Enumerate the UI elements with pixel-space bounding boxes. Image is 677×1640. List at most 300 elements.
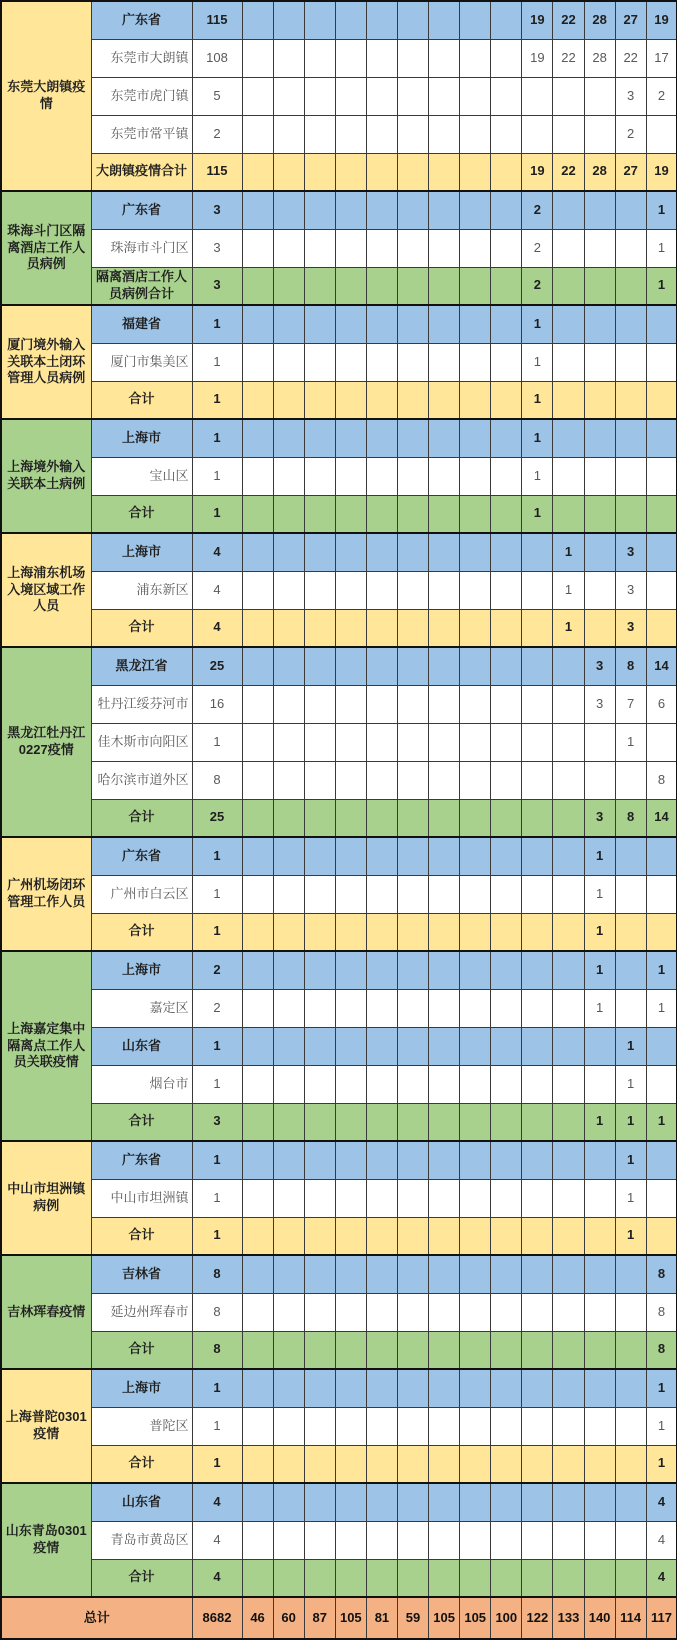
value-cell bbox=[553, 77, 584, 115]
value-cell bbox=[397, 1217, 428, 1255]
value-cell bbox=[429, 1521, 460, 1559]
value-cell bbox=[429, 457, 460, 495]
value-cell bbox=[584, 1141, 615, 1179]
value-cell bbox=[304, 39, 335, 77]
value-cell bbox=[584, 533, 615, 571]
value-cell bbox=[429, 951, 460, 989]
value-cell bbox=[553, 1521, 584, 1559]
value-cell: 8 bbox=[646, 761, 677, 799]
value-cell: 1 bbox=[646, 1103, 677, 1141]
value-cell bbox=[615, 419, 646, 457]
value-cell bbox=[242, 1103, 273, 1141]
value-cell bbox=[242, 457, 273, 495]
value-cell bbox=[429, 761, 460, 799]
value-cell: 3 bbox=[615, 609, 646, 647]
value-cell bbox=[584, 191, 615, 229]
value-cell bbox=[615, 1369, 646, 1407]
value-cell bbox=[553, 723, 584, 761]
value-cell: 6 bbox=[646, 685, 677, 723]
value-cell bbox=[429, 1141, 460, 1179]
table-row bbox=[1, 685, 677, 723]
value-cell bbox=[335, 533, 366, 571]
table-row bbox=[1, 1331, 677, 1369]
value-cell bbox=[460, 1, 491, 39]
value-cell bbox=[335, 153, 366, 191]
value-cell bbox=[304, 1331, 335, 1369]
value-cell bbox=[273, 647, 304, 685]
table-row bbox=[1, 115, 677, 153]
value-cell bbox=[273, 1065, 304, 1103]
value-cell bbox=[397, 153, 428, 191]
value-cell bbox=[273, 495, 304, 533]
value-cell bbox=[522, 1407, 553, 1445]
region-cell: 牡丹江绥芬河市 bbox=[91, 685, 192, 723]
value-cell: 4 bbox=[646, 1559, 677, 1597]
value-cell bbox=[429, 837, 460, 875]
value-cell bbox=[242, 381, 273, 419]
value-cell bbox=[335, 1065, 366, 1103]
value-cell bbox=[242, 1293, 273, 1331]
value-cell bbox=[366, 533, 397, 571]
value-cell bbox=[553, 799, 584, 837]
total-cell: 1 bbox=[192, 1217, 242, 1255]
value-cell bbox=[491, 39, 522, 77]
value-cell bbox=[646, 305, 677, 343]
value-cell bbox=[522, 115, 553, 153]
value-cell bbox=[304, 571, 335, 609]
value-cell bbox=[335, 495, 366, 533]
value-cell: 7 bbox=[615, 685, 646, 723]
region-cell: 合计 bbox=[91, 381, 192, 419]
value-cell bbox=[335, 761, 366, 799]
value-cell bbox=[460, 1559, 491, 1597]
grand-total-value-cell: 100 bbox=[491, 1597, 522, 1639]
value-cell bbox=[335, 1483, 366, 1521]
total-cell: 1 bbox=[192, 1065, 242, 1103]
total-cell: 2 bbox=[192, 989, 242, 1027]
region-cell: 广东省 bbox=[91, 1141, 192, 1179]
value-cell bbox=[335, 571, 366, 609]
region-cell: 东莞市虎门镇 bbox=[91, 77, 192, 115]
table-row bbox=[1, 571, 677, 609]
value-cell bbox=[335, 1255, 366, 1293]
value-cell bbox=[335, 229, 366, 267]
value-cell: 3 bbox=[615, 533, 646, 571]
value-cell bbox=[366, 1407, 397, 1445]
value-cell bbox=[397, 571, 428, 609]
value-cell bbox=[584, 1255, 615, 1293]
value-cell bbox=[242, 1483, 273, 1521]
value-cell bbox=[304, 913, 335, 951]
value-cell bbox=[335, 1331, 366, 1369]
value-cell bbox=[522, 723, 553, 761]
value-cell bbox=[273, 1027, 304, 1065]
value-cell bbox=[397, 495, 428, 533]
value-cell: 1 bbox=[615, 1179, 646, 1217]
value-cell bbox=[522, 571, 553, 609]
region-cell: 山东省 bbox=[91, 1483, 192, 1521]
value-cell bbox=[273, 381, 304, 419]
region-cell: 合计 bbox=[91, 799, 192, 837]
total-cell: 1 bbox=[192, 1141, 242, 1179]
value-cell bbox=[273, 457, 304, 495]
value-cell bbox=[304, 989, 335, 1027]
value-cell bbox=[491, 1445, 522, 1483]
grand-total-value-cell: 46 bbox=[242, 1597, 273, 1639]
value-cell bbox=[584, 267, 615, 305]
value-cell bbox=[553, 191, 584, 229]
total-cell: 3 bbox=[192, 1103, 242, 1141]
value-cell bbox=[460, 1483, 491, 1521]
value-cell bbox=[335, 951, 366, 989]
table-row bbox=[1, 153, 677, 191]
total-cell: 1 bbox=[192, 1179, 242, 1217]
value-cell: 1 bbox=[584, 837, 615, 875]
region-cell: 烟台市 bbox=[91, 1065, 192, 1103]
value-cell bbox=[366, 875, 397, 913]
value-cell bbox=[429, 533, 460, 571]
value-cell bbox=[615, 1407, 646, 1445]
value-cell bbox=[335, 1369, 366, 1407]
value-cell bbox=[615, 1559, 646, 1597]
value-cell bbox=[366, 1179, 397, 1217]
value-cell bbox=[366, 267, 397, 305]
value-cell bbox=[397, 1331, 428, 1369]
value-cell bbox=[335, 343, 366, 381]
value-cell bbox=[242, 153, 273, 191]
region-cell: 合计 bbox=[91, 495, 192, 533]
value-cell bbox=[460, 115, 491, 153]
value-cell bbox=[366, 1369, 397, 1407]
value-cell bbox=[429, 1445, 460, 1483]
value-cell bbox=[491, 533, 522, 571]
value-cell bbox=[242, 1369, 273, 1407]
region-cell: 合计 bbox=[91, 1331, 192, 1369]
value-cell bbox=[584, 343, 615, 381]
value-cell bbox=[335, 115, 366, 153]
value-cell bbox=[273, 1179, 304, 1217]
value-cell bbox=[584, 1331, 615, 1369]
value-cell bbox=[584, 381, 615, 419]
value-cell bbox=[335, 1179, 366, 1217]
value-cell bbox=[460, 647, 491, 685]
value-cell bbox=[429, 381, 460, 419]
group-label: 上海普陀0301疫情 bbox=[1, 1369, 91, 1483]
value-cell bbox=[429, 1559, 460, 1597]
value-cell bbox=[366, 1103, 397, 1141]
value-cell bbox=[273, 837, 304, 875]
value-cell bbox=[460, 419, 491, 457]
table-row bbox=[1, 343, 677, 381]
value-cell bbox=[366, 723, 397, 761]
value-cell bbox=[522, 1559, 553, 1597]
value-cell bbox=[553, 229, 584, 267]
value-cell: 1 bbox=[522, 457, 553, 495]
value-cell bbox=[397, 381, 428, 419]
total-cell: 4 bbox=[192, 571, 242, 609]
value-cell bbox=[273, 1521, 304, 1559]
value-cell bbox=[304, 1445, 335, 1483]
value-cell bbox=[242, 1141, 273, 1179]
total-cell: 4 bbox=[192, 609, 242, 647]
value-cell bbox=[615, 267, 646, 305]
value-cell bbox=[397, 875, 428, 913]
value-cell: 28 bbox=[584, 1, 615, 39]
value-cell bbox=[491, 77, 522, 115]
grand-total-value-cell: 140 bbox=[584, 1597, 615, 1639]
value-cell bbox=[335, 989, 366, 1027]
value-cell: 1 bbox=[584, 989, 615, 1027]
value-cell bbox=[522, 761, 553, 799]
value-cell bbox=[366, 229, 397, 267]
total-cell: 1 bbox=[192, 457, 242, 495]
value-cell bbox=[646, 115, 677, 153]
value-cell bbox=[460, 1369, 491, 1407]
value-cell bbox=[335, 77, 366, 115]
value-cell bbox=[429, 571, 460, 609]
value-cell bbox=[273, 1483, 304, 1521]
value-cell bbox=[397, 533, 428, 571]
value-cell bbox=[242, 647, 273, 685]
value-cell bbox=[304, 381, 335, 419]
value-cell bbox=[553, 1293, 584, 1331]
value-cell: 1 bbox=[615, 1141, 646, 1179]
value-cell bbox=[366, 1065, 397, 1103]
value-cell bbox=[366, 1255, 397, 1293]
value-cell bbox=[553, 1179, 584, 1217]
value-cell bbox=[522, 1445, 553, 1483]
value-cell bbox=[397, 343, 428, 381]
value-cell bbox=[335, 837, 366, 875]
value-cell: 1 bbox=[522, 495, 553, 533]
value-cell bbox=[304, 153, 335, 191]
region-cell: 隔离酒店工作人员病例合计 bbox=[91, 267, 192, 305]
table-row bbox=[1, 837, 677, 875]
value-cell bbox=[242, 1027, 273, 1065]
value-cell bbox=[304, 115, 335, 153]
grand-total-value-cell: 105 bbox=[335, 1597, 366, 1639]
value-cell bbox=[646, 495, 677, 533]
region-cell: 延边州珲春市 bbox=[91, 1293, 192, 1331]
value-cell bbox=[273, 1217, 304, 1255]
value-cell bbox=[646, 1065, 677, 1103]
value-cell bbox=[491, 457, 522, 495]
value-cell bbox=[242, 951, 273, 989]
grand-total-value-cell: 133 bbox=[553, 1597, 584, 1639]
value-cell bbox=[646, 875, 677, 913]
value-cell bbox=[646, 1141, 677, 1179]
value-cell bbox=[366, 1445, 397, 1483]
value-cell bbox=[273, 1103, 304, 1141]
value-cell bbox=[242, 1065, 273, 1103]
value-cell bbox=[615, 1293, 646, 1331]
table-row bbox=[1, 1407, 677, 1445]
total-cell: 1 bbox=[192, 1027, 242, 1065]
value-cell bbox=[273, 1559, 304, 1597]
value-cell: 1 bbox=[584, 875, 615, 913]
value-cell bbox=[460, 571, 491, 609]
value-cell bbox=[460, 1331, 491, 1369]
value-cell: 8 bbox=[646, 1293, 677, 1331]
value-cell bbox=[304, 837, 335, 875]
group-label: 上海嘉定集中隔离点工作人员关联疫情 bbox=[1, 951, 91, 1141]
value-cell bbox=[335, 419, 366, 457]
value-cell bbox=[553, 115, 584, 153]
value-cell bbox=[304, 609, 335, 647]
value-cell bbox=[273, 1, 304, 39]
value-cell bbox=[429, 1407, 460, 1445]
value-cell bbox=[460, 1217, 491, 1255]
group-label: 珠海斗门区隔离酒店工作人员病例 bbox=[1, 191, 91, 305]
value-cell: 2 bbox=[646, 77, 677, 115]
group-label: 上海浦东机场入境区域工作人员 bbox=[1, 533, 91, 647]
value-cell bbox=[304, 1103, 335, 1141]
table-row bbox=[1, 39, 677, 77]
value-cell bbox=[366, 571, 397, 609]
value-cell bbox=[491, 1217, 522, 1255]
value-cell bbox=[491, 989, 522, 1027]
value-cell bbox=[553, 1445, 584, 1483]
value-cell: 4 bbox=[646, 1521, 677, 1559]
value-cell: 1 bbox=[584, 913, 615, 951]
value-cell bbox=[584, 1369, 615, 1407]
value-cell bbox=[429, 1179, 460, 1217]
value-cell bbox=[584, 1065, 615, 1103]
value-cell bbox=[397, 989, 428, 1027]
total-cell: 4 bbox=[192, 1521, 242, 1559]
value-cell bbox=[491, 343, 522, 381]
value-cell bbox=[522, 1141, 553, 1179]
value-cell bbox=[460, 685, 491, 723]
value-cell bbox=[646, 609, 677, 647]
value-cell bbox=[242, 419, 273, 457]
value-cell bbox=[366, 1141, 397, 1179]
value-cell bbox=[304, 685, 335, 723]
value-cell bbox=[366, 1521, 397, 1559]
value-cell: 1 bbox=[553, 609, 584, 647]
value-cell bbox=[304, 1255, 335, 1293]
value-cell bbox=[460, 761, 491, 799]
group-label: 上海境外输入关联本土病例 bbox=[1, 419, 91, 533]
value-cell: 27 bbox=[615, 1, 646, 39]
value-cell bbox=[615, 951, 646, 989]
value-cell bbox=[646, 457, 677, 495]
total-cell: 1 bbox=[192, 837, 242, 875]
value-cell bbox=[553, 1559, 584, 1597]
value-cell bbox=[366, 305, 397, 343]
value-cell bbox=[366, 799, 397, 837]
value-cell bbox=[273, 1141, 304, 1179]
value-cell bbox=[429, 1331, 460, 1369]
value-cell bbox=[491, 305, 522, 343]
total-cell: 1 bbox=[192, 381, 242, 419]
value-cell bbox=[491, 1331, 522, 1369]
value-cell bbox=[646, 1179, 677, 1217]
value-cell: 8 bbox=[646, 1255, 677, 1293]
total-cell: 25 bbox=[192, 647, 242, 685]
value-cell bbox=[397, 761, 428, 799]
value-cell bbox=[304, 1065, 335, 1103]
value-cell bbox=[584, 457, 615, 495]
value-cell bbox=[429, 77, 460, 115]
group-label: 黑龙江牡丹江0227疫情 bbox=[1, 647, 91, 837]
value-cell: 19 bbox=[522, 1, 553, 39]
value-cell bbox=[242, 77, 273, 115]
value-cell bbox=[242, 1445, 273, 1483]
value-cell: 8 bbox=[615, 647, 646, 685]
region-cell: 广东省 bbox=[91, 1, 192, 39]
value-cell bbox=[304, 875, 335, 913]
value-cell bbox=[397, 609, 428, 647]
value-cell bbox=[304, 1559, 335, 1597]
value-cell bbox=[304, 305, 335, 343]
value-cell bbox=[304, 647, 335, 685]
value-cell: 27 bbox=[615, 153, 646, 191]
group-label: 东莞大朗镇疫情 bbox=[1, 1, 91, 191]
value-cell bbox=[491, 153, 522, 191]
value-cell bbox=[491, 229, 522, 267]
value-cell bbox=[304, 1, 335, 39]
total-cell: 1 bbox=[192, 723, 242, 761]
value-cell bbox=[615, 229, 646, 267]
value-cell bbox=[397, 1369, 428, 1407]
value-cell bbox=[646, 533, 677, 571]
table-row bbox=[1, 77, 677, 115]
value-cell bbox=[584, 1445, 615, 1483]
value-cell bbox=[584, 1521, 615, 1559]
value-cell bbox=[366, 343, 397, 381]
table-row bbox=[1, 1103, 677, 1141]
value-cell: 22 bbox=[553, 153, 584, 191]
value-cell bbox=[242, 305, 273, 343]
value-cell bbox=[304, 1141, 335, 1179]
total-cell: 2 bbox=[192, 951, 242, 989]
grand-total-value-cell: 122 bbox=[522, 1597, 553, 1639]
value-cell bbox=[553, 1027, 584, 1065]
value-cell bbox=[242, 1179, 273, 1217]
total-cell: 8 bbox=[192, 1293, 242, 1331]
value-cell bbox=[429, 343, 460, 381]
value-cell bbox=[429, 39, 460, 77]
value-cell: 2 bbox=[615, 115, 646, 153]
value-cell bbox=[553, 913, 584, 951]
value-cell bbox=[491, 1483, 522, 1521]
value-cell bbox=[304, 1407, 335, 1445]
value-cell bbox=[366, 609, 397, 647]
value-cell bbox=[615, 761, 646, 799]
value-cell bbox=[584, 1027, 615, 1065]
value-cell bbox=[491, 1, 522, 39]
value-cell bbox=[584, 77, 615, 115]
value-cell bbox=[273, 153, 304, 191]
table-row bbox=[1, 1179, 677, 1217]
grand-total-value-cell: 87 bbox=[304, 1597, 335, 1639]
value-cell bbox=[553, 1407, 584, 1445]
value-cell bbox=[553, 1255, 584, 1293]
value-cell bbox=[584, 1407, 615, 1445]
region-cell: 合计 bbox=[91, 1559, 192, 1597]
value-cell bbox=[460, 1445, 491, 1483]
value-cell: 1 bbox=[646, 229, 677, 267]
value-cell bbox=[335, 1521, 366, 1559]
value-cell bbox=[429, 1, 460, 39]
value-cell bbox=[242, 1331, 273, 1369]
value-cell bbox=[584, 115, 615, 153]
value-cell bbox=[491, 1407, 522, 1445]
value-cell bbox=[429, 1483, 460, 1521]
value-cell bbox=[460, 913, 491, 951]
value-cell bbox=[397, 837, 428, 875]
